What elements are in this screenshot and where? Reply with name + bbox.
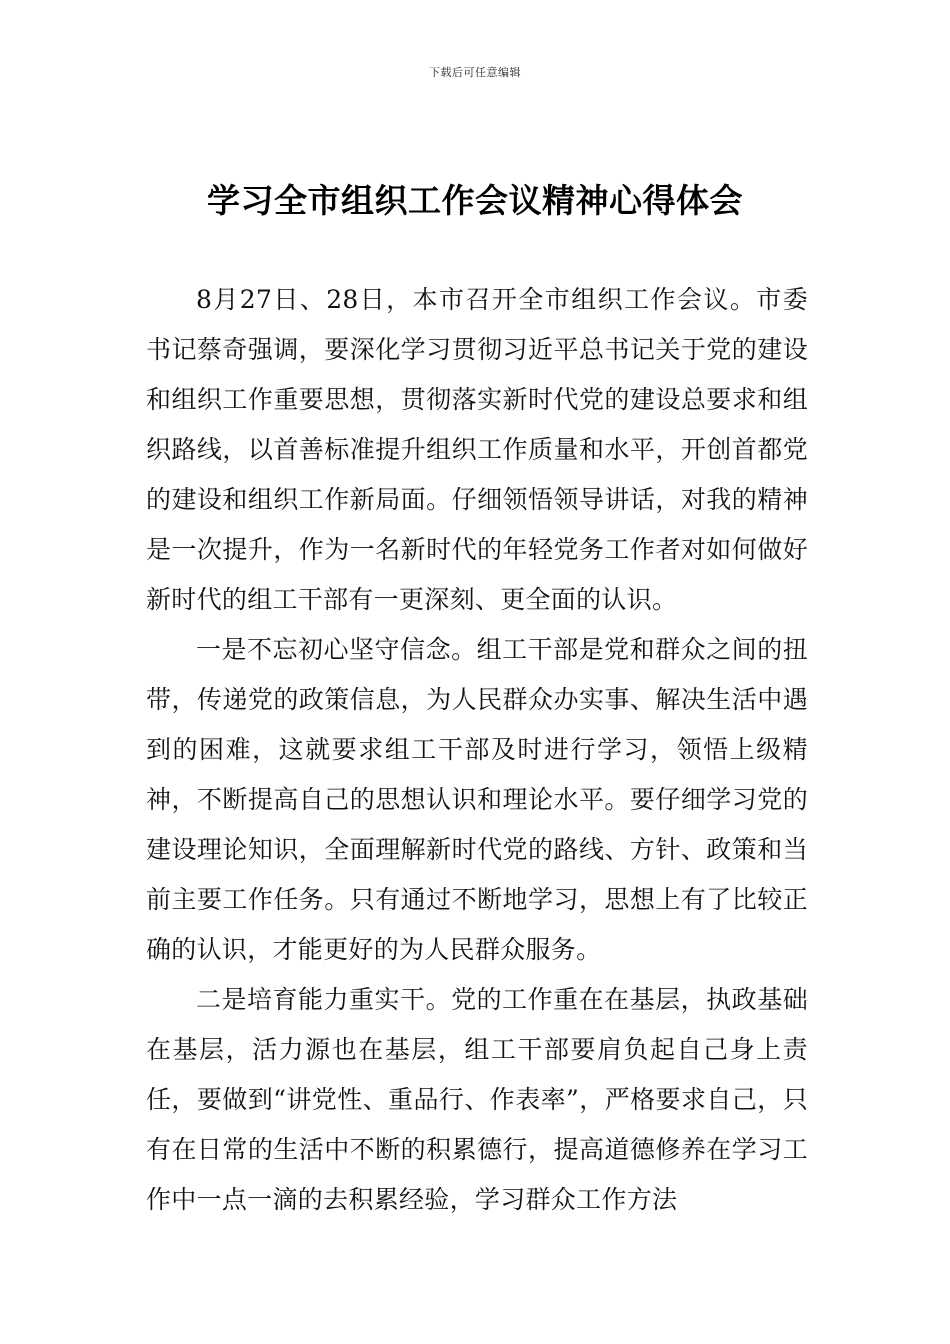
paragraph-point-one: 一是不忘初心坚守信念。组工干部是党和群众之间的扭带，传递党的政策信息，为人民群众办实事、解决生活中遇到的困难，这就要求组工干部及时进行学习，领悟上级精神，不断提高自己的思想认识和理论水平。要仔细学习党的建设理论知识，全面理解新时代党的路线、方针、政策和当前主要工作任务。只有通过不断地学习，思想上有了比较正确的认识，才能更好的为人民群众服务。	[146, 635, 808, 964]
document-title: 学习全市组织工作会议精神心得体会	[207, 181, 743, 220]
page-header-note: 下载后可任意编辑	[429, 66, 521, 79]
document-body	[146, 275, 808, 1225]
paragraph-point-two: 二是培育能力重实干。党的工作重在在基层，执政基础在基层，活力源也在基层，组工干部要肩负起自己身上责任，要做到“讲党性、重品行、作表率”，严格要求自己，只有在日常的生活中不断的积累德行，提高道德修养在学习工作中一点一滴的去积累经验，学习群众工作方法	[146, 985, 808, 1214]
paragraph-intro: 8月27日、28日，本市召开全市组织工作会议。市委书记蔡奇强调，要深化学习贯彻习近平总书记关于党的建设和组织工作重要思想，贯彻落实新时代党的建设总要求和组织路线，以首善标准提升组织工作质量和水平，开创首都党的建设和组织工作新局面。仔细领悟领导讲话，对我的精神是一次提升，作为一名新时代的年轻党务工作者对如何做好新时代的组工干部有一更深刻、更全面的认识。	[146, 285, 808, 614]
